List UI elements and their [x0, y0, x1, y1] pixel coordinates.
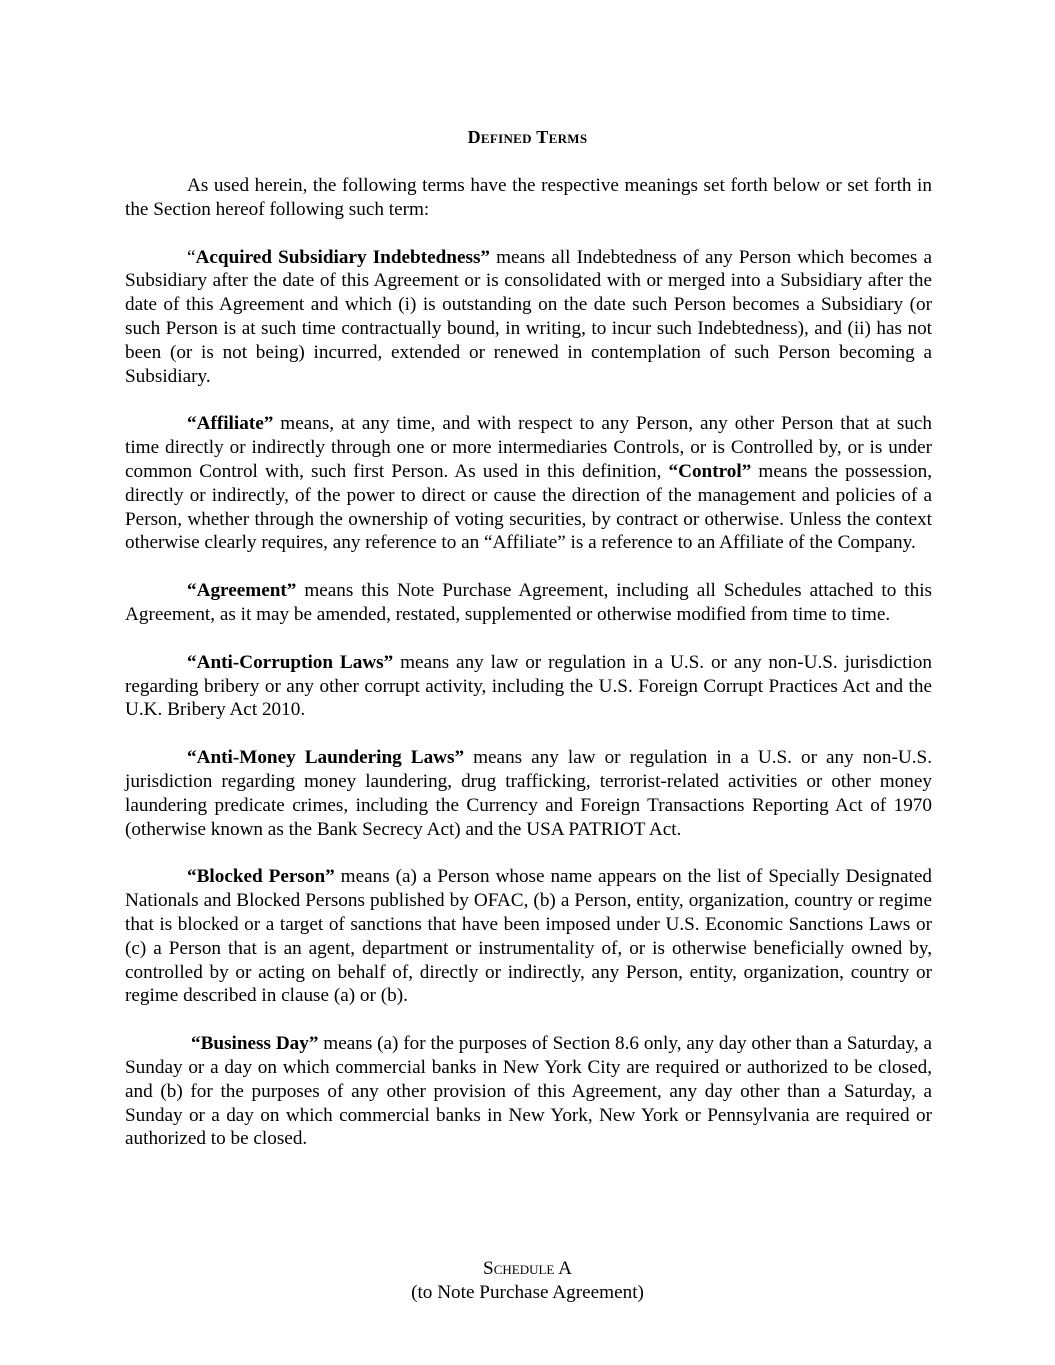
- definition-text: means all Indebtedness of any Person which becomes a Subsidiary after the date of this Agreement or is consolidated with or merged into a Subsidiary after the date of this Agreement and which (i) is outstanding on the date such Person becomes a Subsidiary (or such Person is at such time contractually bound, in writing, to incur such Indebtedness), and (ii) has not been (or is not being) incurred, extended or renewed in contemplation of such Person becoming a Subsidiary.: [125, 246, 932, 387]
- definition-text: means this Note Purchase Agreement, including all Schedules attached to this Agreement, as it may be amended, restated, supplemented or otherwise modified from time to time.: [125, 580, 932, 625]
- definition-agreement: [125, 579, 932, 627]
- definition-business-day: [125, 1032, 932, 1151]
- definition-text: means, at any time, and with respect to any Person, any other Person that at such time directly or indirectly through one or more intermediaries Controls, or is Controlled by, or is under common Control with, such first Person. As used in this definition,: [125, 413, 932, 482]
- defined-term: Acquired Subsidiary Indebtedness”: [195, 246, 490, 268]
- intro-text: As used herein, the following terms have the respective meanings set forth below or set forth in the Section hereof following such term:: [125, 175, 932, 220]
- definition-anti-corruption-laws: [125, 651, 932, 722]
- defined-term: “Anti-Corruption Laws”: [187, 651, 394, 673]
- page-footer: [0, 1257, 1055, 1305]
- document-body: [125, 174, 932, 1175]
- definition-anti-money-laundering-laws: [125, 746, 932, 841]
- defined-term: “Anti-Money Laundering Laws”: [187, 747, 465, 769]
- definition-text: means (a) a Person whose name appears on the list of Specially Designated Nationals and Blocked Persons published by OFAC, (b) a Person, entity, organization, country or regime that is blocked or a target of sanctions that have been imposed under U.S. Economic Sanctions Laws or (c) a Person that is an agent, department or instrumentality of, or is otherwise beneficially owned by, controlled by or acting on behalf of, directly or indirectly, any Person, entity, organization, country or regime described in clause (a) or (b).: [125, 866, 932, 1007]
- definition-text-control: means the possession, directly or indirectly, of the power to direct or cause the direction of the management and policies of a Person, whether through the ownership of voting securities, by contract or otherwise. Unless the context otherwise clearly requires, any reference to an “Affiliate” is a reference to an Affiliate of the Company.: [125, 460, 932, 554]
- definition-acquired-subsidiary-indebtedness: [125, 246, 932, 389]
- definition-text: means any law or regulation in a U.S. or any non-U.S. jurisdiction regarding bribery or any other corrupt activity, including the U.S. Foreign Corrupt Practices Act and the U.K. Bribery Act 2010.: [125, 651, 932, 721]
- definition-text: means (a) for the purposes of Section 8.6 only, any day other than a Saturday, a Sunday or a day on which commercial banks in New York City are required or authorized to be closed, and (b) for the purposes of any other provision of this Agreement, any day other than a Saturday, a Sunday or a day on which commercial banks in New York, New York or Pennsylvania are required or authorized to be closed.: [125, 1033, 933, 1150]
- page-title: Defined Terms: [467, 127, 588, 147]
- defined-term: “Business Day”: [191, 1033, 319, 1055]
- schedule-subtitle: (to Note Purchase Agreement): [411, 1282, 644, 1303]
- defined-term: “Blocked Person”: [187, 866, 335, 888]
- definition-affiliate: [125, 412, 932, 555]
- intro-paragraph: [125, 174, 932, 222]
- open-quote: “: [187, 246, 196, 268]
- defined-term: “Affiliate”: [187, 413, 274, 435]
- definition-blocked-person: [125, 865, 932, 1008]
- defined-term: “Agreement”: [187, 580, 297, 602]
- schedule-label: Schedule A: [483, 1258, 572, 1279]
- defined-term-control: “Control”: [668, 460, 752, 482]
- definition-text: means any law or regulation in a U.S. or any non-U.S. jurisdiction regarding money laundering, drug trafficking, terrorist-related activities or other money laundering predicate crimes, including the Currency and Foreign Transactions Reporting Act of 1970 (otherwise known as the Bank Secrecy Act) and the USA PATRIOT Act.: [125, 747, 932, 840]
